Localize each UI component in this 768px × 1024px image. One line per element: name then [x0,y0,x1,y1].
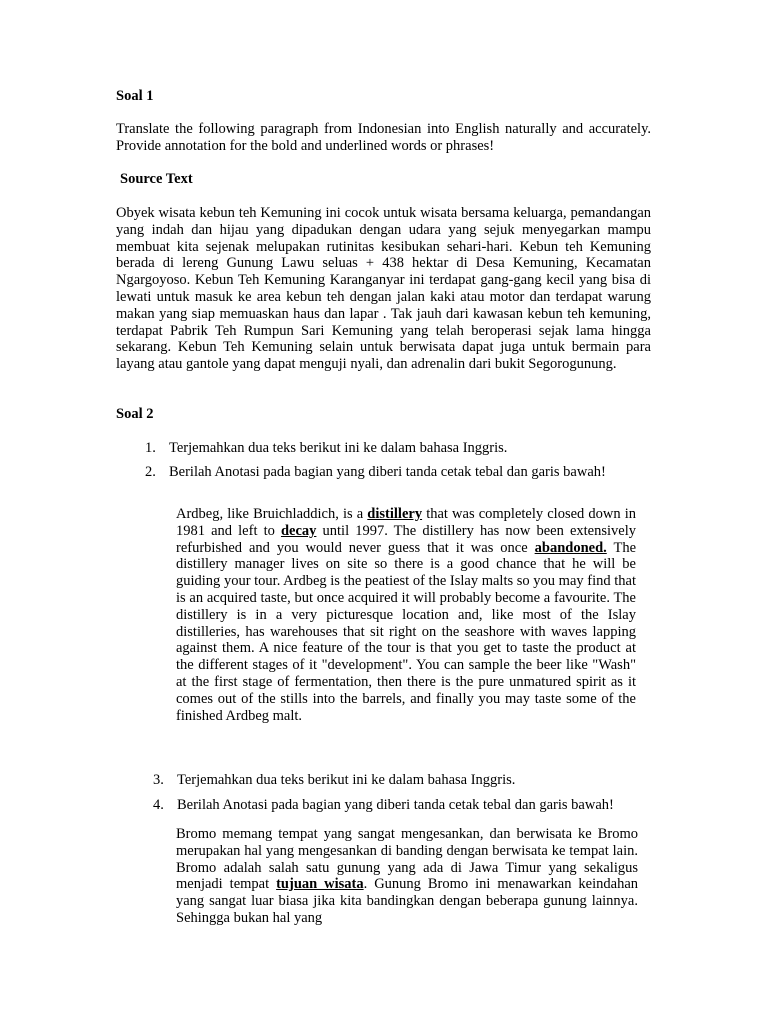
ardbeg-text-4: The distillery manager lives on site so there is a good chance that he will be guiding your tour. Ardbeg is the peatiest of the Islay malts so you may find that is an acquired taste, but once acquired it will probably become a favourite. The distillery is in a very picturesque location and, like most of the Islay distilleries, has warehouses that sit right on the seashore with waves lapping against them. A nice feature of the tour is that you get to taste the product at the different stages of it "development". You can sample the beer like "Wash" at the first stage of fermentation, then there is the pure unmatured spirit as it comes out of the stills into the barrels, and finally you may taste some of the finished Ardbeg malt. [176,539,636,724]
list-item [153,772,515,789]
annotated-word-tujuan-wisata: tujuan wisata [276,876,364,893]
annotated-word-abandoned: abandoned. [534,539,607,556]
ardbeg-text-1: Ardbeg, like Bruichladdich, is a [176,506,368,522]
annotated-word-decay: decay [280,522,317,539]
source-text-paragraph: Obyek wisata kebun teh Kemuning ini cocok untuk wisata bersama keluarga, pemandangan yang indah dan hijau yang dipadukan dengan udara yang sejuk menyegarkan mampu membuat kita sejenak melupakan rutinitas kesibukan sehari-hari. Kebun teh Kemuning berada di lereng Gunung Lawu seluas + 438 hektar di Desa Kemuning, Kecamatan Ngargoyoso. Kebun Teh Kemuning Karanganyar ini terdapat gang-gang kecil yang bisa di lewati untuk masuk ke area kebun teh dengan jalan kaki atau motor dan terdapat warung makan yang siap memuaskan haus dan lapar . Tak jauh dari kawasan kebun teh kemuning, terdapat Pabrik Teh Rumpun Sari Kemuning yang telah beroperasi sejak lama hingga sekarang. Kebun Teh Kemuning selain untuk berwisata dapat juga untuk bermain para layang atau gantole yang dapat menguji nyali, dan adrenalin dari bukit Segorogunung. [116,205,651,373]
list-item-number: 3. [153,772,164,788]
list-item-number: 4. [153,797,164,813]
bromo-text-2: . Gunung Bromo ini menawarkan keindahan yang sangat luar biasa jika kita bandingkan dengan beberapa gunung lainnya. Sehingga bukan hal yang [176,876,638,926]
list-item-number: 2. [145,464,156,480]
list-item-number: 1. [145,440,156,456]
annotated-word-distillery: distillery [367,506,423,522]
bromo-text-1: Bromo memang tempat yang sangat mengesankan, dan berwisata ke Bromo merupakan hal yang mengesankan di banding dengan berwisata ke tempat lain. Bromo adalah salah satu gunung yang ada di Jawa Timur yang sekaligus menjadi tempat [176,826,638,893]
list-item-text: Terjemahkan dua teks berikut ini ke dalam bahasa Inggris. [177,772,516,788]
list-item [145,440,507,457]
bromo-paragraph [176,826,638,927]
source-text-heading: Source Text [120,171,193,187]
list-item [153,797,614,814]
list-item [145,464,606,481]
list-item-text: Berilah Anotasi pada bagian yang diberi tanda cetak tebal dan garis bawah! [177,797,614,813]
soal-1-heading: Soal 1 [116,88,154,104]
soal-1-instruction: Translate the following paragraph from Indonesian into English naturally and accurately. Provide annotation for the bold and underlined words or phrases! [116,121,651,154]
ardbeg-text-3: until 1997. The distillery has now been extensively refurbished and you would never guess that it was once [176,522,636,556]
list-item-text: Terjemahkan dua teks berikut ini ke dalam bahasa Inggris. [169,440,508,456]
list-item-text: Berilah Anotasi pada bagian yang diberi tanda cetak tebal dan garis bawah! [169,464,606,480]
ardbeg-text-2: that was completely closed down in 1981 and left to [176,506,637,539]
ardbeg-paragraph [176,506,636,724]
soal-2-heading: Soal 2 [116,406,154,422]
